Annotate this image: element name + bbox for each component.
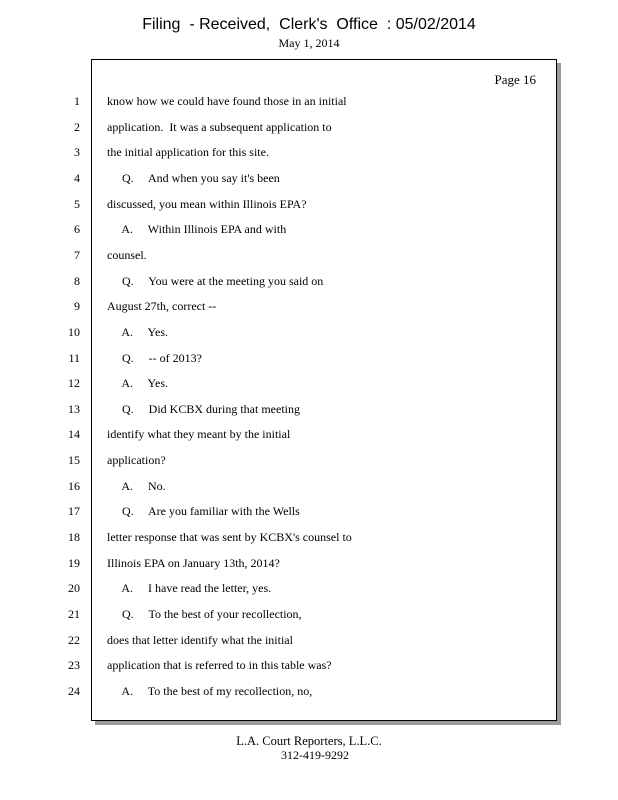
line-text: the initial application for this site. [107, 145, 269, 160]
line-number: 14 [68, 427, 80, 442]
transcript-date: May 1, 2014 [278, 36, 340, 50]
line-number: 21 [68, 607, 80, 621]
line-text: A. I have read the letter, yes. [107, 581, 272, 596]
line-text: Q. -- of 2013? [107, 350, 202, 365]
line-text: A. No. [107, 478, 166, 493]
line-text: identify what they meant by the initial [107, 427, 291, 442]
line-number: 15 [68, 453, 80, 468]
line-number: 20 [68, 581, 80, 596]
line-text: A. Yes. [107, 324, 169, 339]
line-text: Q. You were at the meeting you said on [107, 273, 324, 288]
reporter-company: L.A. Court Reporters, L.L.C. [236, 734, 382, 748]
line-number: 11 [68, 350, 80, 365]
line-number: 13 [68, 401, 80, 416]
line-text: A. Within Illinois EPA and with [107, 222, 287, 237]
filing-stamp: Filing - Received, Clerk's Office : 05/02/2014 [142, 16, 476, 33]
line-text: application? [107, 453, 166, 468]
line-text: discussed, you mean within Illinois EPA? [107, 196, 307, 211]
line-number: 8 [74, 273, 80, 288]
page-number: Page 16 [494, 72, 536, 87]
line-number: 4 [74, 170, 80, 185]
line-number: 17 [68, 504, 80, 519]
line-text: Q. To the best of your recollection, [107, 607, 302, 621]
line-number: 24 [68, 683, 80, 698]
line-text: application that is referred to in this table was? [107, 658, 332, 673]
line-number: 6 [74, 222, 80, 237]
line-number: 5 [74, 196, 80, 211]
line-text: A. To the best of my recollection, no, [107, 683, 313, 698]
line-text: know how we could have found those in an initial [107, 94, 347, 108]
line-number: 2 [74, 119, 80, 134]
line-number: 7 [74, 247, 80, 262]
line-text: letter response that was sent by KCBX's counsel to [107, 530, 352, 545]
line-number: 22 [68, 632, 80, 647]
line-number: 3 [74, 145, 80, 160]
line-text: Illinois EPA on January 13th, 2014? [107, 555, 280, 570]
line-number: 12 [68, 376, 80, 391]
line-text: August 27th, correct -- [107, 299, 217, 314]
line-number: 9 [74, 299, 80, 314]
line-number: 16 [68, 478, 80, 493]
line-number: 18 [68, 530, 80, 545]
line-number: 23 [68, 658, 80, 673]
line-text: Q. And when you say it's been [107, 170, 280, 185]
line-text: application. It was a subsequent application to [107, 119, 332, 134]
line-text: A. Yes. [107, 376, 169, 391]
line-text: counsel. [107, 247, 147, 262]
line-number: 19 [68, 555, 80, 570]
line-text: does that letter identify what the initial [107, 632, 293, 647]
line-text: Q. Did KCBX during that meeting [107, 401, 300, 416]
reporter-phone: 312-419-9292 [281, 748, 349, 762]
line-number: 1 [74, 94, 80, 108]
line-number: 10 [68, 324, 80, 339]
line-text: Q. Are you familiar with the Wells [107, 504, 300, 519]
